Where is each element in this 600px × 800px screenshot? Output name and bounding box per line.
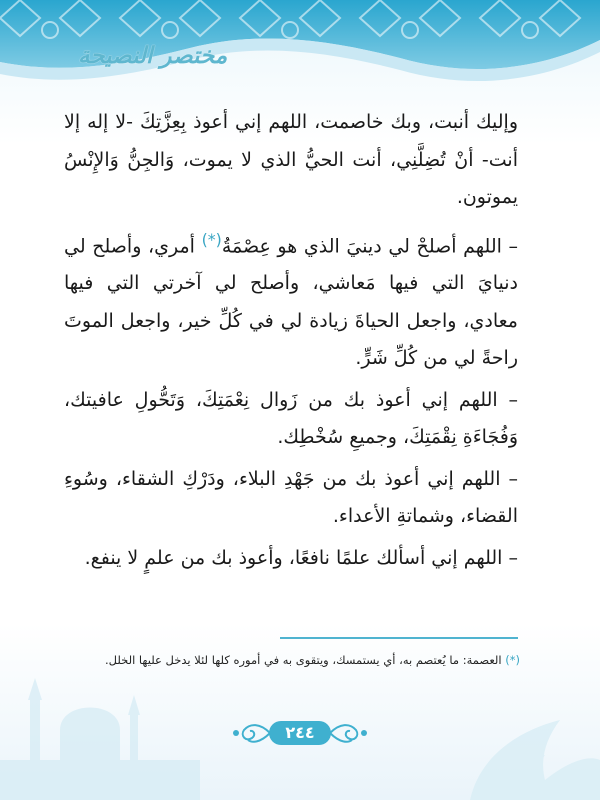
paragraph-text: أمري، وأصلح لي دنيايَ التي فيها مَعاشي، وأصلح لي آخرتي التي فيها معادي، واجعل الحياةَ زيادة لي في كُلِّ خير، واجعل الموتَ راحةً لي من كُلِّ شَرٍّ. bbox=[64, 234, 518, 370]
paragraph: – اللهم إني أعوذ بك من جَهْدِ البلاء، ودَرْكِ الشقاء، وسُوءِ القضاء، وشماتةِ الأعداء. bbox=[64, 467, 518, 528]
paragraph: – اللهم إني أعوذ بك من زَوال نِعْمَتِكَ، وَتَحُّولِ عافيتك، وَفُجَاءَةِ نِقْمَتِكَ، وجميعِ سُخْطِك. bbox=[64, 388, 518, 449]
footnote-marker: (*) bbox=[505, 653, 520, 667]
footnote-reference[interactable]: (*) bbox=[201, 229, 222, 249]
footnote-divider bbox=[280, 637, 518, 639]
page-number: ٢٤٤ bbox=[269, 721, 331, 745]
paragraph bbox=[64, 221, 518, 378]
paragraph-text: – اللهم أصلحْ لي دينيَ الذي هو عِصْمَةُ bbox=[221, 234, 519, 257]
main-text bbox=[64, 104, 518, 581]
paragraph: وإليك أنبت، وبك خاصمت، اللهم إني أعوذ بِعِزَّتِكَ -لا إله إلا أنت- أنْ تُضِلَّنِي، أنت الحيُّ الذي لا يموت، وَالجِنُّ وَالإِنْسُ يموتون. bbox=[64, 111, 518, 208]
footnote-text: العصمة: ما يُعتصم به، أي يستمسك، ويتقوى به في أموره كلها لئلا يدخل عليها الخلل. bbox=[104, 653, 502, 667]
page-number-ornament bbox=[230, 718, 370, 748]
book-title-logo: مختصر النصيحة bbox=[78, 42, 228, 69]
paragraph: – اللهم إني أسألك علمًا نافعًا، وأعوذ بك من علمٍ لا ينفع. bbox=[84, 546, 518, 569]
